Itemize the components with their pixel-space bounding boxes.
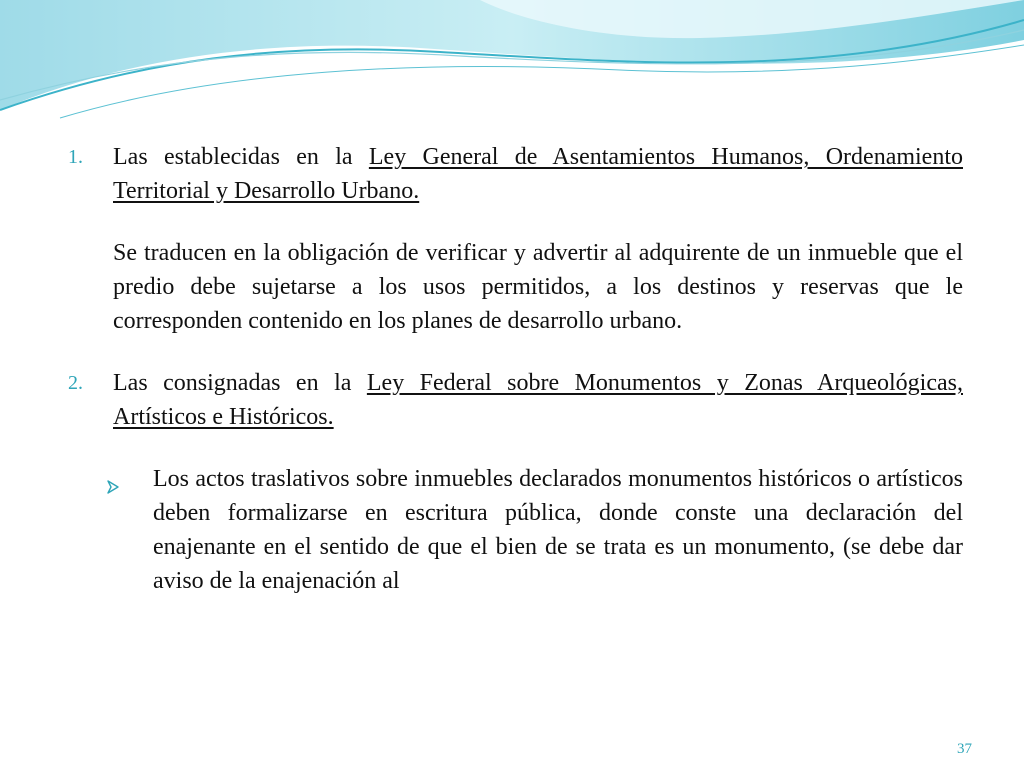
list-item-2 xyxy=(60,366,963,434)
list-number: 1. xyxy=(68,146,83,168)
header-wave-decoration xyxy=(0,0,1024,120)
slide-content xyxy=(60,140,963,598)
list-item-lead: Las establecidas en la xyxy=(113,144,369,170)
bullet-point xyxy=(105,462,963,598)
list-item-lead: Las consignadas en la xyxy=(113,370,367,396)
list-number: 2. xyxy=(68,372,83,394)
explanation-paragraph: Se traducen en la obligación de verificar y advertir al adquirente de un inmueble que el predio debe sujetarse a los usos permitidos, a los destinos y reservas que le corresponden contenido en los planes de desarrollo urbano. xyxy=(113,240,963,334)
list-item-text xyxy=(113,366,963,434)
bullet-text: Los actos traslativos sobre inmuebles declarados monumentos históricos o artísticos deben formalizarse en escritura pública, donde conste una declaración del enajenante en el sentido de que el bien de se trata es un monumento, (se debe dar aviso de la enajenación al xyxy=(153,466,963,594)
list-item-text xyxy=(113,140,963,208)
list-item-1 xyxy=(60,140,963,208)
law-reference: Ley General de Asentamientos Humanos, Ordenamiento Territorial y Desarrollo Urbano. xyxy=(113,144,963,204)
arrow-bullet-icon xyxy=(105,462,153,505)
law-reference: Ley Federal sobre Monumentos y Zonas Arqueológicas, Artísticos e Históricos. xyxy=(113,370,963,430)
page-number: 37 xyxy=(957,741,972,757)
